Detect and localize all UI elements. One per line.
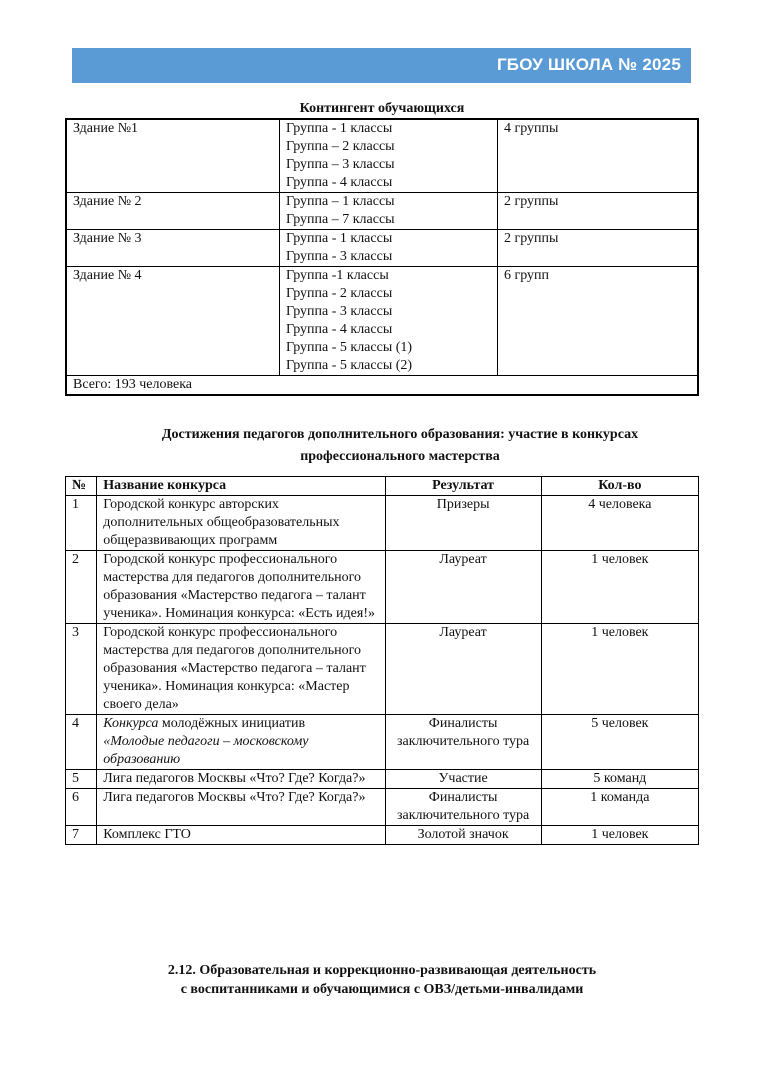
result-cell: Лауреат [385, 624, 541, 715]
group-count-cell: 6 групп [498, 267, 699, 376]
group-line: Группа - 4 классы [286, 322, 393, 337]
achievements-title [100, 424, 700, 468]
building-cell: Здание №1 [66, 119, 280, 193]
building-cell: Здание № 2 [66, 193, 280, 230]
header-banner [72, 48, 691, 83]
section-heading-2-12 [80, 961, 684, 999]
header-name: Название конкурса [97, 477, 385, 496]
num-cell: 2 [66, 551, 97, 624]
name-cell: Лига педагогов Москвы «Что? Где? Когда?» [97, 770, 385, 789]
contingent-table [65, 118, 699, 396]
result-cell: Участие [385, 770, 541, 789]
count-cell: 1 команда [541, 789, 698, 826]
table-row [66, 119, 698, 193]
group-line: Группа - 2 классы [286, 286, 393, 301]
table-row [66, 826, 699, 845]
group-line: Группа - 1 классы [286, 121, 393, 136]
group-count-cell: 2 группы [498, 193, 699, 230]
header-count: Кол-во [541, 477, 698, 496]
count-cell: 1 человек [541, 826, 698, 845]
num-cell: 6 [66, 789, 97, 826]
count-cell: 5 команд [541, 770, 698, 789]
name-cell: Городской конкурс авторских дополнительных общеобразовательных общеразвивающих программ [97, 496, 385, 551]
name-italic-part: Конкурса [103, 716, 159, 731]
section-heading-line: с воспитанниками и обучающимися с ОВЗ/детьми-инвалидами [180, 982, 584, 997]
table-row [66, 770, 699, 789]
building-cell: Здание № 3 [66, 230, 280, 267]
groups-cell [280, 119, 498, 193]
name-italic-part: «Молодые педагоги – московскому образованию [103, 734, 309, 767]
school-title: ГБОУ ШКОЛА № 2025 [496, 55, 681, 74]
achievements-table [65, 476, 699, 845]
group-line: Группа – 3 классы [286, 157, 395, 172]
group-line: Группа - 5 классы (1) [286, 340, 413, 355]
num-cell: 3 [66, 624, 97, 715]
group-line: Группа - 5 классы (2) [286, 358, 413, 373]
header-num: № [66, 477, 97, 496]
group-line: Группа - 4 классы [286, 175, 393, 190]
groups-cell [280, 267, 498, 376]
group-line: Группа – 2 классы [286, 139, 395, 154]
groups-cell [280, 230, 498, 267]
table-row [66, 789, 699, 826]
header-result: Результат [385, 477, 541, 496]
group-line: Группа - 3 классы [286, 304, 393, 319]
achievements-title-line: профессионального мастерства [300, 449, 500, 464]
table-row [66, 193, 698, 230]
name-cell: Городской конкурс профессионального мастерства для педагогов дополнительного образования «Мастерство педагога – талант ученика». Номинация конкурса: «Есть идея!» [97, 551, 385, 624]
table-row [66, 715, 699, 770]
name-cell: Городской конкурс профессионального мастерства для педагогов дополнительного образования «Мастерство педагога – талант ученика». Номинация конкурса: «Мастер своего дела» [97, 624, 385, 715]
table-row [66, 230, 698, 267]
group-line: Группа - 3 классы [286, 249, 393, 264]
result-cell: Финалисты заключительного тура [385, 789, 541, 826]
building-cell: Здание № 4 [66, 267, 280, 376]
table-row [66, 267, 698, 376]
contingent-caption: Контингент обучающихся [299, 101, 465, 116]
groups-cell [280, 193, 498, 230]
group-line: Группа – 1 классы [286, 194, 395, 209]
achievements-title-line: Достижения педагогов дополнительного образования: участие в конкурсах [161, 427, 639, 442]
result-cell: Лауреат [385, 551, 541, 624]
name-plain-part: молодёжных инициатив [158, 716, 306, 731]
name-cell: Лига педагогов Москвы «Что? Где? Когда?» [97, 789, 385, 826]
num-cell: 4 [66, 715, 97, 770]
result-cell: Золотой значок [385, 826, 541, 845]
group-count-cell: 2 группы [498, 230, 699, 267]
name-cell [97, 715, 385, 770]
result-cell: Призеры [385, 496, 541, 551]
num-cell: 1 [66, 496, 97, 551]
table-header-row [66, 477, 699, 496]
count-cell: 1 человек [541, 551, 698, 624]
name-cell: Комплекс ГТО [97, 826, 385, 845]
table-row [66, 376, 698, 396]
group-line: Группа – 7 классы [286, 212, 395, 227]
table-row [66, 496, 699, 551]
count-cell: 4 человека [541, 496, 698, 551]
table-row [66, 551, 699, 624]
count-cell: 5 человек [541, 715, 698, 770]
num-cell: 7 [66, 826, 97, 845]
group-line: Группа - 1 классы [286, 231, 393, 246]
result-cell: Финалисты заключительного тура [385, 715, 541, 770]
total-cell: Всего: 193 человека [66, 376, 698, 396]
group-count-cell: 4 группы [498, 119, 699, 193]
group-line: Группа -1 классы [286, 268, 389, 283]
num-cell: 5 [66, 770, 97, 789]
count-cell: 1 человек [541, 624, 698, 715]
section-heading-line: 2.12. Образовательная и коррекционно-развивающая деятельность [167, 963, 597, 978]
table-row [66, 624, 699, 715]
